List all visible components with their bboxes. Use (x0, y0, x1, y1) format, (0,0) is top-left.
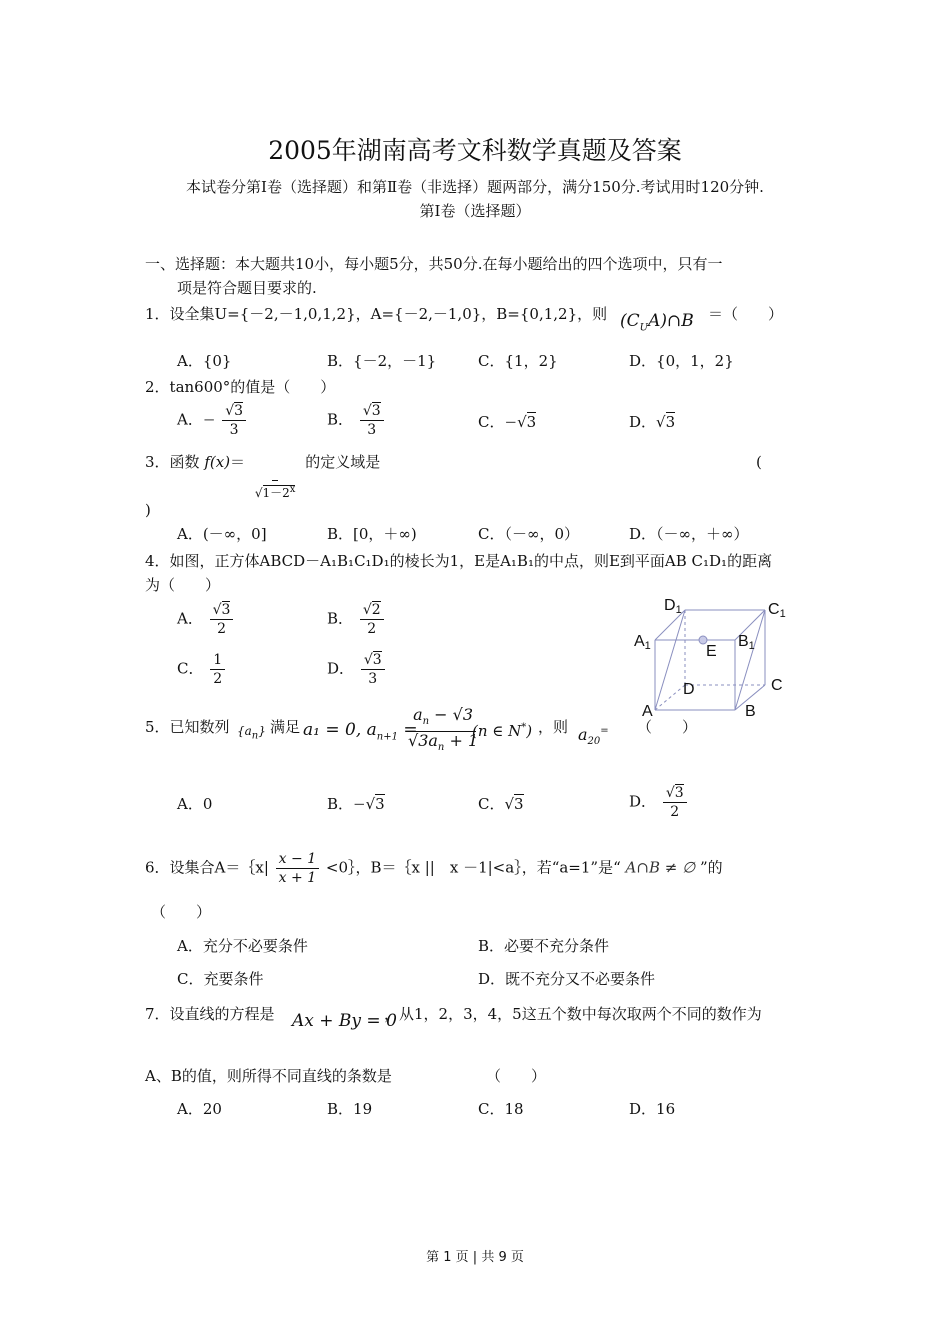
q1-option-d: D．{0，1，2} (629, 352, 734, 370)
q7-equation: Ax + By = 0 (292, 1011, 397, 1031)
q5-satisfies: 满足 (270, 718, 301, 736)
page-title: 2005年湖南高考文科数学真题及答案 (268, 136, 682, 165)
label-c1: C1 (768, 601, 786, 620)
q7-stem-line2: A、B的值，则所得不同直线的条数是 (145, 1067, 392, 1085)
q2-option-c: C．−√3 (478, 413, 537, 431)
q5-option-d: D． $\frac{√3}{2}$ (629, 784, 689, 821)
q2-stem: 2．tan600°的值是（ ） (145, 378, 336, 396)
q2-option-a: A．− $\frac{√3}{3}$ (177, 402, 248, 439)
label-a: A (642, 703, 653, 720)
q5-then: ，则 (538, 718, 569, 736)
part-title: 第Ⅰ卷（选择题） (419, 202, 531, 220)
q6-stem: 6．设集合A＝｛x| $\frac{x - 1}{x + 1}$ <0｝，B＝｛x || x －1|<a｝，若“a=1”是“ A∩B ≠ ∅ ”的 (145, 851, 723, 886)
q4-option-d: D． $\frac{√3}{3}$ (327, 651, 387, 688)
q4-option-a: A． $\frac{√3}{2}$ (177, 601, 235, 638)
q3-option-a: A．(－∞，0] (177, 525, 267, 543)
label-d1: D1 (664, 597, 682, 616)
label-e: E (706, 643, 717, 660)
q3-option-b: B．[0，＋∞) (327, 525, 417, 543)
q5-target: $a_{20}^=$ (578, 725, 609, 748)
q3-option-c: C．（－∞，0） (478, 525, 580, 543)
q3-paren-open: ( (756, 453, 762, 471)
q5-option-c: C．√3 (478, 795, 524, 813)
q5-answer-paren: （ ） (637, 718, 698, 736)
q1-expression: $(C_UA)\cap B$ (620, 311, 694, 334)
q6-option-c: C．充要条件 (177, 970, 264, 988)
q7-answer-paren: （ ） (486, 1067, 547, 1085)
cube-figure (630, 592, 800, 722)
q6-option-d: D．既不充分又不必要条件 (478, 970, 656, 988)
q1-option-c: C．{1，2} (478, 352, 558, 370)
q1-answer-paren: ＝（ ） (708, 305, 784, 323)
section-heading-line1: 一、选择题：本大题共10小，每小题5分，共50分.在每小题给出的四个选项中，只有一 (145, 255, 723, 273)
q1-stem: 1．设全集U={－2,－1,0,1,2}，A={－2,－1,0}，B={0,1,2}，则 (145, 305, 608, 323)
edge-ad (655, 685, 685, 710)
q5-stem: 5．已知数列 (145, 718, 230, 736)
q4-option-c: C． $\frac{1}{2}$ (177, 651, 227, 688)
q7-option-b: B．19 (327, 1100, 373, 1118)
label-b: B (745, 703, 756, 720)
q3-paren-close: ) (145, 501, 151, 519)
q5-condition: a₁ = 0, $a_{n+1}$ = (303, 720, 418, 743)
q2-option-d: D．√3 (629, 413, 676, 431)
q2-option-b: B． $\frac{√3}{3}$ (327, 402, 386, 439)
q6-answer-paren: （ ） (151, 903, 212, 921)
q7-option-d: D．16 (629, 1100, 676, 1118)
q7-stem-a: 7．设直线的方程是 (145, 1005, 275, 1023)
q3-stem: 3．函数 f(x)＝ $√1-2^x$ 的定义域是 (145, 453, 381, 500)
label-d: D (683, 681, 695, 698)
q7-option-a: A．20 (177, 1100, 222, 1118)
q6-option-a: A．充分不必要条件 (177, 937, 308, 955)
page-footer: 第 1 页 | 共 9 页 (426, 1250, 524, 1265)
q4-stem-line1: 4．如图，正方体ABCD－A₁B₁C₁D₁的棱长为1，E是A₁B₁的中点，则E到平面AB C₁D₁的距离 (145, 552, 773, 570)
q3-option-d: D．（－∞，＋∞） (629, 525, 749, 543)
q5-sequence: $\{a_n\}$ (237, 724, 266, 742)
q7-stem-b: ，从1，2，3，4，5这五个数中每次取两个不同的数作为 (384, 1005, 762, 1023)
q5-fraction: $\frac{a_n - √3}{√3a_n + 1}$ (408, 705, 479, 754)
q7-option-c: C．18 (478, 1100, 524, 1118)
label-b1: B1 (738, 633, 755, 652)
q4-option-b: B． $\frac{√2}{2}$ (327, 601, 386, 638)
q6-option-b: B．必要不充分条件 (478, 937, 610, 955)
exam-intro: 本试卷分第Ⅰ卷（选择题）和第Ⅱ卷（非选择）题两部分，满分150分.考试用时120分钟. (186, 178, 764, 196)
q4-stem-line2: 为（ ） (145, 576, 221, 594)
q1-option-b: B．{－2，－1} (327, 352, 437, 370)
q5-option-b: B．−√3 (327, 795, 385, 813)
section-heading-line2: 项是符合题目要求的. (177, 279, 317, 297)
label-a1: A1 (634, 633, 651, 652)
label-c: C (771, 677, 783, 694)
q1-option-a: A．{0} (177, 352, 232, 370)
q5-option-a: A．0 (177, 795, 213, 813)
q5-domain: (n ∈ N*) (472, 722, 533, 740)
